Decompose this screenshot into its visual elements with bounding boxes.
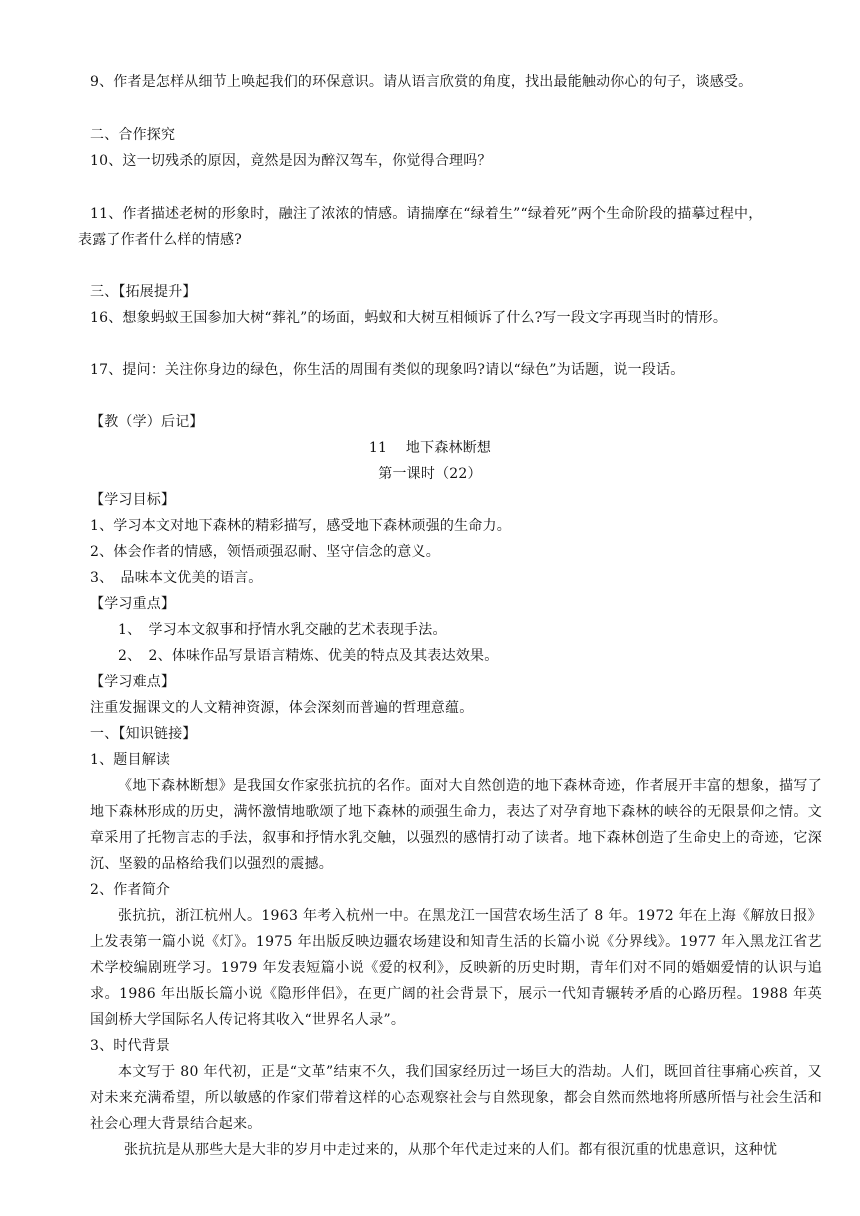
background-heading: 3、时代背景: [90, 1038, 171, 1054]
difficulty-text: 注重发掘课文的人文精神资源，体会深刻而普遍的哲理意蕴。: [90, 700, 474, 716]
author-heading: 2、作者简介: [90, 882, 171, 898]
difficulty-heading: 【学习难点】: [90, 674, 176, 690]
question-17: 17、提问：关注你身边的绿色，你生活的周围有类似的现象吗?请以“绿色”为话题，说一段话。: [90, 362, 685, 378]
goal-item-1: 1、学习本文对地下森林的精彩描写，感受地下森林顽强的生命力。: [90, 518, 511, 534]
author-paragraph: 张抗抗，浙江杭州人。1963 年考入杭州一中。在黑龙江一国营农场生活了 8 年。1972 年在上海《解放日报》上发表第一篇小说《灯》。1975 年出版反映边疆农场建设和知青生活的长篇小说《分界线》。1977 年入黑龙江省艺术学校编剧班学习。1979 年发表短篇小说《爱的权利》，反映新的历史时期，青年们对不同的婚姻爱情的认识与追求。1986 年出版长篇小说《隐形伴侣》，在更广阔的社会背景下，展示一代知青辗转矛盾的心路历程。1988 年英国剑桥大学国际名人传记将其收入“世界名人录”。: [90, 908, 822, 1028]
section-extension: 三、【拓展提升】: [90, 284, 197, 300]
title-reading-paragraph: 《地下森林断想》是我国女作家张抗抗的名作。面对大自然创造的地下森林奇迹，作者展开丰富的想象，描写了地下森林形成的历史，满怀激情地歌颂了地下森林的顽强生命力，表达了对孕育地下森林的峡谷的无限景仰之情。文章采用了托物言志的手法，叙事和抒情水乳交触，以强烈的感情打动了读者。地下森林创造了生命史上的奇迹，它深沉、坚毅的品格给我们以强烈的震撼。: [90, 778, 822, 872]
continuation-line: 张抗抗是从那些大是大非的岁月中走过来的，从那个年代走过来的人们。都有很沉重的忧患意识，这种忧: [124, 1142, 778, 1158]
question-16: 16、想象蚂蚁王国参加大树“葬礼”的场面，蚂蚁和大树互相倾诉了什么?写一段文字再现当时的情形。: [90, 310, 728, 326]
goal-item-3: 3、 品味本文优美的语言。: [90, 570, 263, 586]
knowledge-heading: 一、【知识链接】: [90, 726, 197, 742]
focus-item-1: 1、 学习本文叙事和抒情水乳交融的艺术表现手法。: [118, 622, 447, 638]
section-cooperative-inquiry: 二、合作探究: [90, 127, 176, 143]
focus-heading: 【学习重点】: [90, 596, 176, 612]
question-10: 10、这一切残杀的原因，竟然是因为醉汉驾车，你觉得合理吗？: [90, 153, 492, 169]
background-paragraph: 本文写于 80 年代初，正是“文革”结束不久，我们国家经历过一场巨大的浩劫。人们，既回首往事痛心疾首，又对未来充满希望，所以敏感的作家们带着这样的心态观察社会与自然现象，都会自然而然地将所感所悟与社会生活和社会心理大背景结合起来。: [90, 1064, 822, 1132]
goals-heading: 【学习目标】: [90, 492, 176, 508]
question-9: 9、作者是怎样从细节上唤起我们的环保意识。请从语言欣赏的角度，找出最能触动你心的句子，谈感受。: [90, 74, 753, 90]
question-11-line-2: 表露了作者什么样的情感?: [78, 232, 242, 248]
lesson-title: 11 地下森林断想: [368, 440, 492, 456]
focus-item-2: 2、 2、体味作品写景语言精炼、优美的特点及其表达效果。: [118, 648, 499, 664]
lesson-period: 第一课时（22）: [378, 466, 482, 482]
postscript-heading: 【教（学）后记】: [90, 414, 204, 430]
goal-item-2: 2、体会作者的情感，领悟顽强忍耐、坚守信念的意义。: [90, 544, 440, 560]
title-reading-heading: 1、题目解读: [90, 752, 171, 768]
question-11-line-1: 11、作者描述老树的形象时，融注了浓浓的情感。请揣摩在“绿着生”“绿着死”两个生命阶段的描摹过程中，: [90, 206, 763, 222]
